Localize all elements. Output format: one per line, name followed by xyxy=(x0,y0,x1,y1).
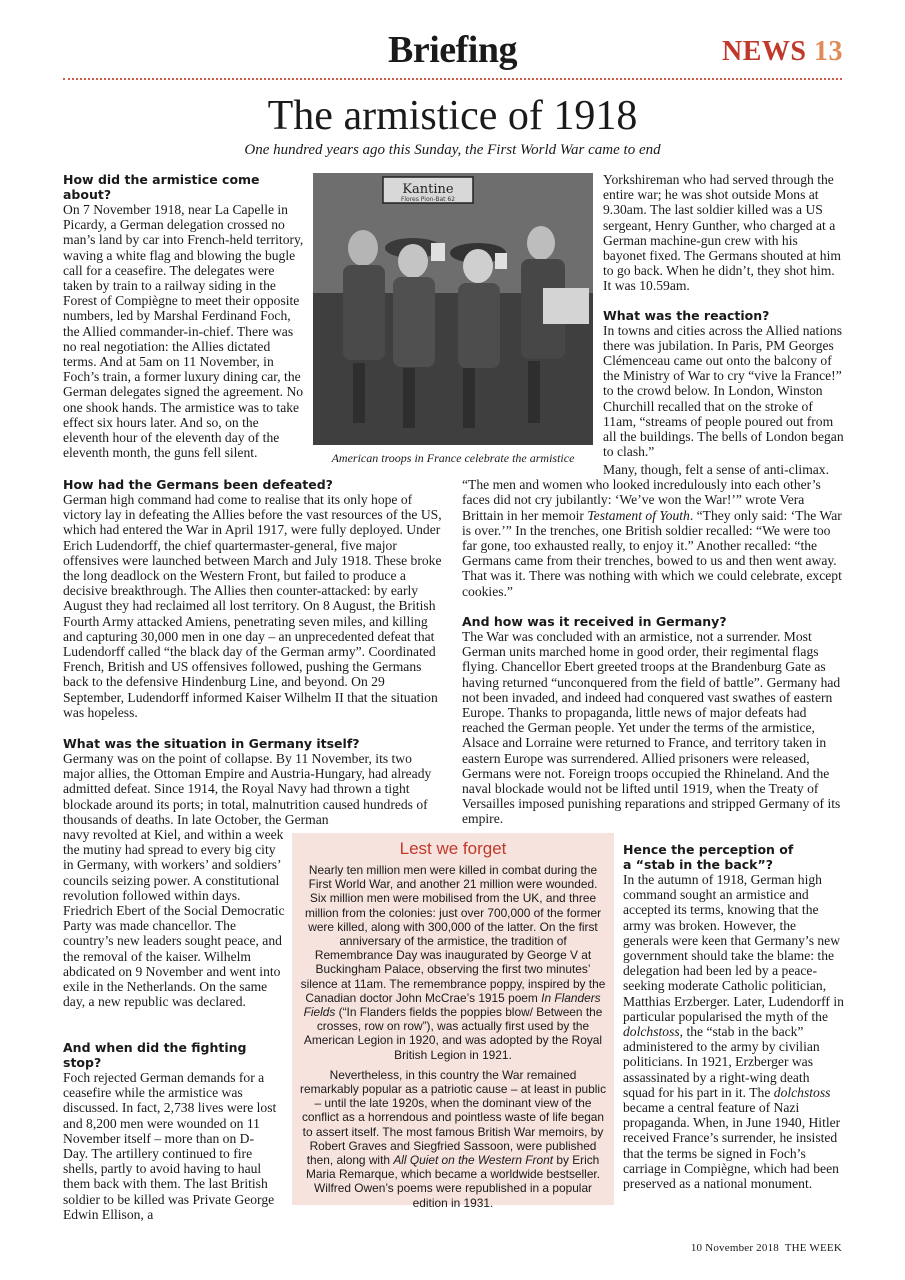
sign-text: Kantine xyxy=(402,182,454,197)
section-received-germany xyxy=(462,614,844,827)
section-text-wide: Germany was on the point of collapse. By 11 November, its two major allies, the Ottoman Empire and Austria-Hungary, had already admitted defeat. Since 1914, the Royal Navy had thrown a tight blockade around its ports; in total, malnutrition caused hundreds of thousands of deaths. In late October, the German xyxy=(63,751,432,827)
lest-we-forget-box xyxy=(292,833,614,1210)
section-right-top xyxy=(603,172,844,459)
book-title: Testament of Youth xyxy=(587,507,690,523)
sidebar-paragraph: Nearly ten million men were killed in combat during the First World War, and another 21 million were wounded. Six million men were mobilised from the UK, and three million from the colonies: just over 700,000 of the former were killed, along with 300,000 of the latter. On the first anniversary of the armistice, the tradition of Remembrance Day was inaugurated by George V at Buckingham Palace, observing the first two minutes’ silence at 11am. The remembrance poppy, inspired by the Canadian doctor John McCrae’s 1915 poem In Flanders Fields (“In Flanders fields the poppies blow/ Between the crosses, row on row”), was actually first used by the American Legion in 1920, and was adopted by the Royal British Legion in 1921. xyxy=(300,863,606,1062)
page-number: 13 xyxy=(814,36,843,67)
photo-caption: American troops in France celebrate the armistice xyxy=(331,451,575,465)
sign-subtext: Flores Pion-Bat 62 xyxy=(400,196,456,203)
question-heading: How did the armistice come about? xyxy=(63,172,260,202)
book-title: All Quiet on the Western Front xyxy=(393,1153,554,1168)
page-footer xyxy=(691,1242,842,1254)
question-heading-line2: a “stab in the back”? xyxy=(623,857,773,872)
question-heading: How had the Germans been defeated? xyxy=(63,477,333,492)
soldiers-photo xyxy=(313,173,593,445)
header-divider xyxy=(63,78,842,80)
section-stab-in-back xyxy=(623,842,844,1191)
section-how-armistice xyxy=(63,172,304,460)
question-heading: And when did the fighting stop? xyxy=(63,1040,247,1070)
section-text: The War was concluded with an armistice, not a surrender. Most German units marched home in good order, their regimental flags flying. Chancellor Ebert greeted troops at the Brandenburg Gate as having returned “unconquered from the field of battle”. Germany had not been invaded, and indeed had conquered vast swathes of eastern Europe. Thanks to propaganda, little news of major defeats had reached the German people. Yet under the terms of the armistice, Alsace and Lorraine were returned to France, and territory taken in eastern Europe was surrendered. Allied prisoners were released, Germans were not. Foreign troops occupied the Rhineland. And the naval blockade would not be lifted until 1919, when the Treaty of Versailles imposed punishing reparations and stripped Germany of its empire. xyxy=(462,629,841,827)
sidebar-body xyxy=(300,863,606,1216)
sidebar-title: Lest we forget xyxy=(399,839,507,858)
news-label: NEWS xyxy=(722,36,807,67)
question-heading: What was the situation in Germany itself? xyxy=(63,736,360,751)
section-text: In towns and cities across the Allied nations there was jubilation. In Paris, PM Georges Clémenceau came out onto the balcony of the Ministry of War to cry “vive la France!” to the crowd below. In London, Winston Churchill recalled that on the stroke of 11am, “streams of people poured out from all the buildings. The bells of London began to clash.” xyxy=(603,322,844,460)
section-reaction-continued xyxy=(462,462,844,599)
soldiers-illustration xyxy=(313,173,593,445)
section-text: Foch rejected German demands for a ceasefire while the armistice was discussed. In fact, 2,738 lives were lost and 8,200 men were wounded on 11 November itself – more than on D-Day. The artillery continued to fire shells, partly to avoid having to haul them back with them. The last British soldier to be killed was Private George Edwin Ellison, a xyxy=(63,1070,277,1222)
section-text-continued: Yorkshireman who had served through the entire war; he was shot outside Mons at 9.30am. The last soldier killed was a US sergeant, Henry Gunther, who charged at a German machine-gun crew with his bayonet fixed. The Germans shouted at him to go back. When he didn’t, they shot him. It was 10.59am. xyxy=(603,172,841,294)
poem-title: In Flanders Fields xyxy=(303,990,601,1020)
headline: The armistice of 1918 xyxy=(267,93,638,139)
section-fighting-stop xyxy=(63,1040,279,1222)
issue-date: 10 November 2018 xyxy=(690,1242,779,1254)
section-germans-defeated xyxy=(63,477,447,720)
question-heading: And how was it received in Germany? xyxy=(462,614,727,629)
term: dolchstoss xyxy=(623,1024,680,1040)
standfirst: One hundred years ago this Sunday, the First World War came to end xyxy=(244,142,661,158)
section-text: In the autumn of 1918, German high command sought an armistice and accepted its terms, knowing that the army was broken. However, the generals were keen that Germany’s new government should take the blame: the delegation had been led by a peace-seeking moderate Catholic politician, Matthias Erzberger. Later, Ludendorff in particular popularised the myth of the dolchstoss, the “stab in the back” administered to the army by civilian politicians. In 1921, Erzberger was assassinated by a right-wing death squad for his part in it. The dolchstoss became a central feature of Nazi propaganda. When, in June 1940, Hitler received France’s surrender, he insisted that the terms be signed in Foch’s carriage in Compiègne, which had been preserved as a national monument. xyxy=(623,872,844,1192)
section-text-narrow: navy revolted at Kiel, and within a week the mutiny had spread to every big city in Germany, with workers’ and soldiers’ councils seizing power. A constitutional revolution followed within days. Friedrich Ebert of the Social Democratic Party was made chancellor. The country’s new leaders sought peace, and the removal of the kaiser. Wilhelm abdicated on 9 November and went into exile in the Netherlands. On the same day, a new republic was declared. xyxy=(63,827,285,1010)
section-title: Briefing xyxy=(388,29,517,71)
term: dolchstoss xyxy=(773,1084,831,1100)
question-heading: Hence the perception of xyxy=(623,842,794,857)
sidebar-paragraph: Nevertheless, in this country the War remained remarkably popular as a patriotic cause – at least in public – until the late 1920s, when the dominant view of the conflict as a horrendous and pointless waste of life began to assert itself. The most famous British War memoirs, by Robert Graves and Siegfried Sassoon, were published then, along with All Quiet on the Western Front by Erich Maria Remarque, which became a worldwide bestseller. Wilfred Owen’s poems were republished in a popular edition in 1931. xyxy=(300,1067,607,1210)
publication-name: THE WEEK xyxy=(784,1242,842,1254)
news-page-label xyxy=(722,36,843,68)
section-text: Many, though, felt a sense of anti-climax. “The men and women who looked incredulously into each other’s faces did not cry jubilantly: ‘We’ve won the War!’” wrote Vera Brittain in her memoir Testament of Youth. “They only said: ‘The War is over.’” In the trenches, one British soldier recalled: “We were too far gone, too exhausted really, to enjoy it.” Another recalled: “the Germans came from their trenches, bowed to us and then went away. That was it. There was nothing with which we could celebrate, except cookies.” xyxy=(462,462,842,599)
section-text: German high command had come to realise that its only hope of victory lay in defeating the Allies before the vast resources of the US, which had entered the War in April 1917, were fully deployed. Under Erich Ludendorff, the chief quartermaster-general, five major offensives were launched between March and July 1918. These broke the long deadlock on the Western Front, but failed to produce a decisive breakthrough. The Allies then counter-attacked: by early August they had reclaimed all lost territory. On 8 August, the British Fourth Army attacked Amiens, penetrating seven miles, and killing and capturing 30,000 men in one day – an unprecedented defeat that Ludendorff called “the black day of the German army”. Coordinated French, British and US offensives followed, pushing the Germans back to the defensive Hindenburg Line, and beyond. On 29 September, Ludendorff informed Kaiser Wilhelm II that the situation was hopeless. xyxy=(63,492,442,720)
section-text: On 7 November 1918, near La Capelle in Picardy, a German delegation crossed no man’s land by car into French-held territory, waving a white flag and blowing the bugle call for a ceasefire. The delegates were taken by train to a railway siding in the Forest of Compiègne to meet their opposite numbers, led by Marshal Ferdinand Foch, the Allied commander-in-chief. There was no real negotiation: the Allies dictated terms. And at 5am on 11 November, in Foch’s train, a former luxury dining car, the German delegates signed the agreement. No one shook hands. The armistice was to take effect six hours later. And so, on the eleventh hour of the eleventh day of the eleventh month, the guns fell silent. xyxy=(63,202,304,461)
question-heading: What was the reaction? xyxy=(603,307,770,323)
